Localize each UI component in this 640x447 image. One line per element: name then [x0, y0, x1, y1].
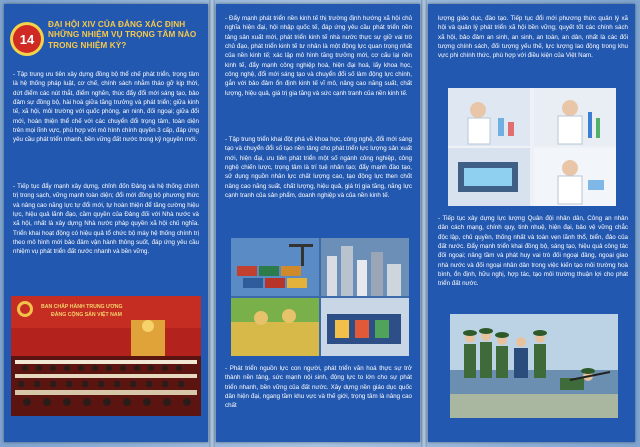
- panel-left: [4, 4, 208, 442]
- banner-line-2: ĐẢNG CỘNG SẢN VIỆT NAM: [51, 312, 122, 318]
- party-congress-illustration: [11, 296, 201, 416]
- paragraph-science-tech: - Tập trung triển khai đột phá về khoa học, công nghệ, đổi mới sáng tạo và chuyển đổi số tạo nền tảng cho phát triển lực lượng sản xuất mới, hiện đại, ưu tiên phát triển một số ngành công nghiệp, công nghệ chiến lược, trọng tâm là trí tuệ nhân tạo; đẩy mạnh đào tạo, sử dụng nguồn nhân lực chất lượng cao, tạo động lực then chốt nâng cao năng suất, chất lượng, hiệu quả, giá trị gia tăng, năng lực cạnh tranh của sản phẩm, doanh nghiệp và của nền kinh tế.: [225, 136, 412, 200]
- section-number-badge: [10, 22, 44, 56]
- party-congress-photo: [11, 296, 201, 416]
- economic-development-collage: [231, 238, 409, 356]
- section-number: 14: [13, 25, 41, 53]
- soldiers-illustration: [450, 314, 618, 418]
- paragraph-defense-diplomacy: - Tiếp tục xây dựng lực lượng Quân đội nhân dân, Công an nhân dân cách mạng, chính quy, tinh nhuệ, hiện đại, bảo vệ vững chắc độc lập, chủ quyền, thống nhất và toàn vẹn lãnh thổ, biển, đảo của đất nước. Đẩy mạnh triển khai đồng bộ, sáng tạo, hiệu quả công tác đối ngoại; nâng tầm và phát huy vai trò đối ngoại đảng, ngoại giao nhà nước và đối ngoại nhân dân trong việc kiến tạo môi trường hoà bình, ổn định, hữu nghị, hợp tác, tạo môi trường thuận lợi cho phát triển đất nước.: [438, 215, 628, 288]
- paragraph-institutions: - Tập trung ưu tiên xây dựng đồng bộ thể chế phát triển, trọng tâm là hệ thống pháp luật, cơ chế, chính sách nhằm tháo gỡ kịp thời, dứt điểm các nút thắt, điểm nghẽn, thúc đẩy đổi mới sáng tạo, bảo đảm sự đồng bộ, hài hoà giữa tăng trưởng và phát triển; giữa kinh tế, xã hội, môi trường với quốc phòng, an ninh, đối ngoại; giữa đổi mới, hoàn thiện thể chế với các chuyển đổi trọng tâm, toàn diện trên mọi lĩnh vực, phù hợp với mô hình chính quyền 3 cấp, đáp ứng yêu cầu phát triển nhanh, bền vững đất nước trong kỷ nguyên mới.: [13, 71, 199, 144]
- panel-right: [428, 4, 635, 442]
- economy-collage-illustration: [231, 238, 409, 356]
- fold-line-left: [209, 0, 215, 447]
- soldiers-photo: [450, 314, 618, 418]
- paragraph-education-social: lượng giáo dục, đào tạo. Tiếp tục đổi mới phương thức quản lý xã hội và quản lý phát triển xã hội bền vững; quyết tốt các chính sách xã hội, bảo đảm an sinh, an sinh, an toàn, an dân, nhất là các đối tượng chính sách, đối tượng yếu thế, lực lượng lao động trong khu vực phi chính thức, phù hợp với điều kiện của Việt Nam.: [438, 15, 628, 60]
- section-header: [10, 18, 205, 58]
- banner-line-1: BAN CHẤP HÀNH TRUNG ƯƠNG: [41, 304, 123, 310]
- section-title: ĐẠI HỘI XIV CỦA ĐẢNG XÁC ĐỊNH NHỮNG NHIỆM VỤ TRỌNG TÂM NÀO TRONG NHIỆM KỲ?: [48, 20, 197, 50]
- paragraph-economy: - Đẩy mạnh phát triển nền kinh tế thị trường định hướng xã hội chủ nghĩa hiện đại, hội nhập quốc tế, đáp ứng yêu cầu phát triển nền tảng sản xuất mới, phát triển kinh tế nhà nước thực sự giữ vai trò chủ đạo, phát triển kinh tế tư nhân là một động lực quan trọng nhất của nền kinh tế; xác lập mô hình tăng trưởng mới, cơ cấu lại nền kinh tế, đẩy mạnh công nghiệp hoá, hiện đại hoá, lấy khoa học, công nghệ, đổi mới sáng tạo và chuyển đổi số làm động lực chính, gắn với bảo đảm ổn định kinh tế vĩ mô, nâng cao năng suất, chất lượng, hiệu quả, giá trị gia tăng và sức cạnh tranh của nền kinh tế.: [225, 15, 412, 97]
- paragraph-party-building: - Tiếp tục đẩy mạnh xây dựng, chỉnh đốn Đảng và hệ thống chính trị trong sạch, vững mạnh toàn diện; đổi mới đồng bộ phương thức và nâng cao năng lực tự đổi mới, tự hoàn thiện để tăng cường hiệu lực, hiệu quả lãnh đạo, cầm quyền của Đảng đối với Nhà nước và xã hội, nhất là xây dựng Nhà nước pháp quyền xã hội chủ nghĩa. Triển khai hoạt động có hiệu quả tổ chức bộ máy hệ thống chính trị theo mô hình mới bảo đảm vận hành thông suốt, đáp ứng yêu cầu nhiệm vụ phát triển đất nước nhanh và bền vững.: [13, 183, 199, 256]
- fold-line-right: [421, 0, 427, 447]
- laboratory-illustration: [448, 88, 616, 206]
- laboratory-photo: [448, 88, 616, 206]
- panel-middle: [216, 4, 420, 442]
- paragraph-human-resources: - Phát triển nguồn lực con người, phát triển văn hoá thực sự trở thành nền tảng, sức mạnh nội sinh, động lực to lớn cho sự phát triển nhanh, bền vững của đất nước. Xây dựng nền giáo dục quốc dân hiện đại, ngang tầm khu vực và thế giới, trọng tâm là nâng cao chất: [225, 365, 412, 410]
